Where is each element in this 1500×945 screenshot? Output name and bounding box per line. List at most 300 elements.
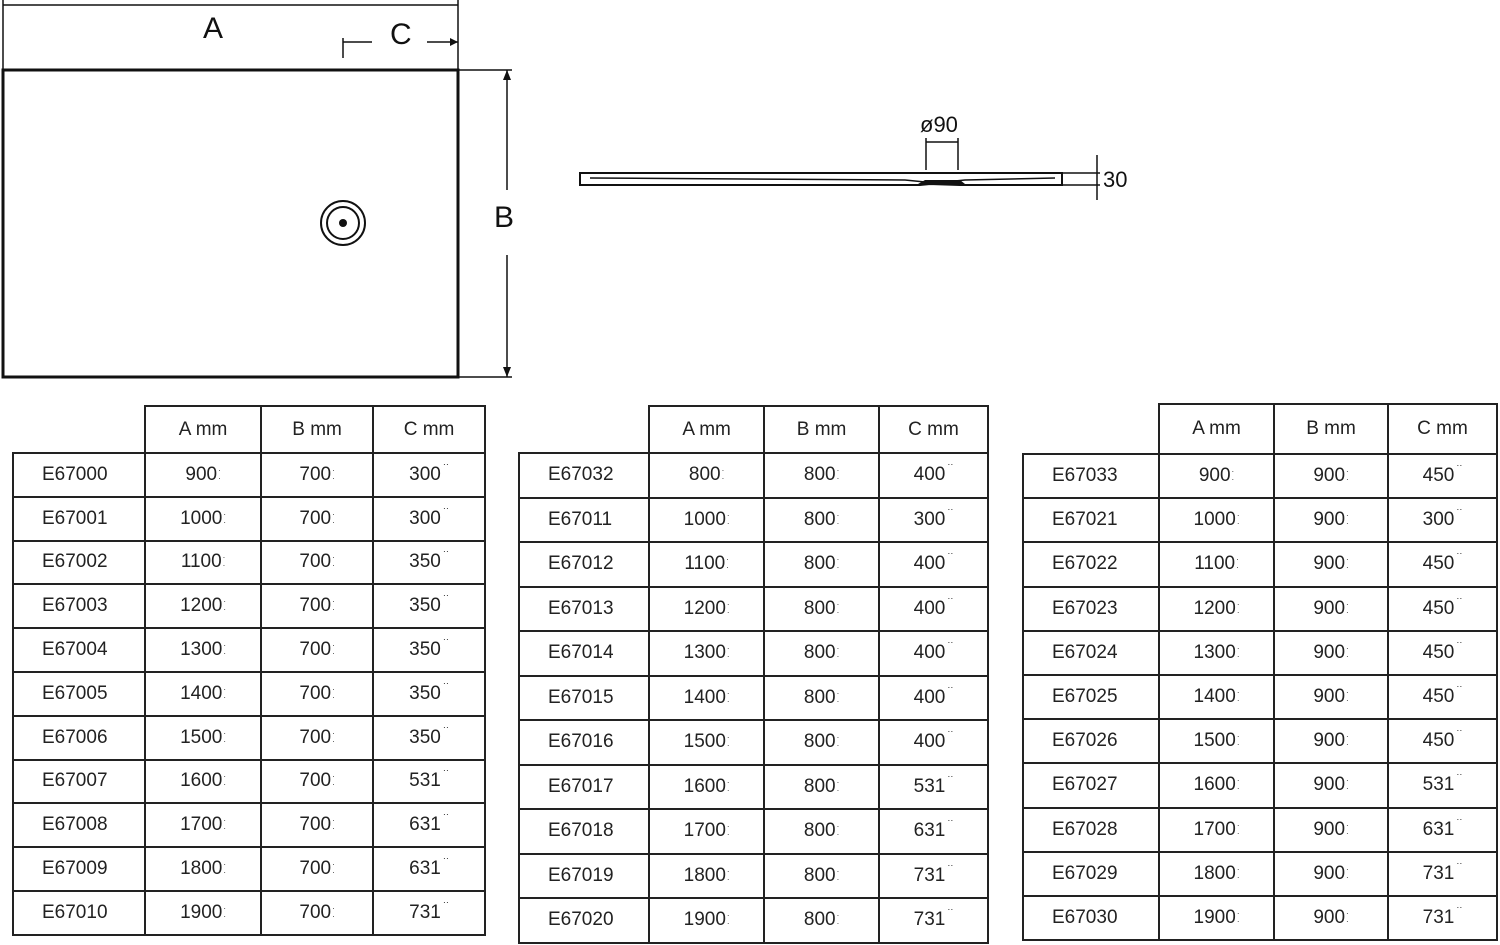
dimension-c-cell <box>1388 763 1497 807</box>
tolerance-mark: · · <box>1346 643 1349 661</box>
tolerance-mark: ·· <box>1456 592 1463 603</box>
product-code-cell-value: E67001 <box>42 507 108 529</box>
table-row <box>13 541 485 585</box>
dimension-c-cell <box>879 453 988 498</box>
product-code-cell-value: E67015 <box>548 686 614 708</box>
product-code-cell <box>13 891 145 935</box>
tolerance-mark: · · <box>836 510 840 528</box>
tolerance-mark: · · <box>726 688 730 706</box>
header-b: B mm <box>1274 404 1388 454</box>
dimension-b-cell-value: 700 <box>299 507 332 529</box>
product-code-cell <box>1023 719 1159 763</box>
dimension-b-cell-value: 900 <box>1313 686 1346 708</box>
tolerance-mark: · · <box>223 728 227 746</box>
height-label: 30 <box>1103 167 1128 192</box>
product-code-cell <box>13 628 145 672</box>
dimension-b-cell-value: 800 <box>803 686 836 708</box>
dimension-b-cell-value: 700 <box>299 858 332 880</box>
dimension-c-cell <box>373 716 485 760</box>
tolerance-mark: ·· <box>442 677 449 688</box>
dimension-b-cell <box>764 765 879 810</box>
product-code-cell <box>519 498 649 543</box>
dimension-c-cell-value: 731 <box>1422 906 1455 928</box>
dimension-b-cell <box>764 676 879 721</box>
header-c: C mm <box>1388 404 1497 454</box>
product-code-cell <box>519 631 649 676</box>
tolerance-mark: · · <box>726 555 729 573</box>
tolerance-mark: ·· <box>1456 460 1463 471</box>
dimension-a-cell <box>649 498 764 543</box>
dimension-c-cell <box>373 672 485 716</box>
dimension-a-cell-value: 1000 <box>683 508 726 530</box>
dimension-b-cell <box>764 898 879 943</box>
dimension-b-cell-value: 900 <box>1313 774 1346 796</box>
dimension-c-cell-value: 350 <box>409 595 441 617</box>
tolerance-mark: ·· <box>442 765 449 776</box>
dimension-c-cell <box>1388 719 1497 763</box>
tolerance-mark: · · <box>836 822 840 840</box>
header-a: A mm <box>145 406 261 453</box>
dimension-a-cell <box>649 854 764 899</box>
tolerance-mark: ·· <box>947 815 954 826</box>
tolerance-mark: · · <box>223 772 227 790</box>
tolerance-mark: ·· <box>442 502 449 513</box>
dimension-a-cell-value: 900 <box>1198 465 1231 487</box>
table-corner <box>13 406 145 453</box>
dimension-b-cell <box>1274 719 1388 763</box>
tolerance-mark: · · <box>1346 908 1349 926</box>
dimension-b-cell-value: 700 <box>299 726 332 748</box>
dimension-c-cell <box>1388 852 1497 896</box>
table-row <box>519 854 988 899</box>
dimension-b-cell <box>1274 631 1388 675</box>
product-code-cell <box>1023 454 1159 498</box>
tolerance-mark: · · <box>836 911 840 929</box>
drain-center <box>339 219 347 227</box>
product-code-cell-value: E67006 <box>42 726 108 748</box>
tolerance-mark: ·· <box>1456 725 1463 736</box>
dimension-a-cell-value: 900 <box>185 463 218 485</box>
dimension-c-cell-value: 400 <box>913 642 946 664</box>
dimension-a-cell <box>145 453 261 497</box>
tolerance-mark: · · <box>836 866 840 884</box>
dimension-c-cell-value: 400 <box>913 686 946 708</box>
tolerance-mark: · · <box>1236 555 1239 573</box>
tolerance-mark: ·· <box>442 634 449 645</box>
dimension-c-cell-value: 731 <box>1422 862 1455 884</box>
product-code-cell-value: E67005 <box>42 682 108 704</box>
product-code-cell-value: E67013 <box>548 597 614 619</box>
dimension-b-cell-value: 900 <box>1313 641 1346 663</box>
dimension-c-cell-value: 731 <box>409 901 441 923</box>
dimension-a-cell <box>1159 542 1274 586</box>
dimension-c-cell-value: 631 <box>409 814 441 836</box>
table-row <box>519 809 988 854</box>
dimension-a-cell <box>649 765 764 810</box>
dimension-c-cell <box>1388 498 1497 542</box>
tolerance-mark: · · <box>1346 467 1349 485</box>
spec-table-2 <box>518 405 989 944</box>
product-code-cell <box>519 676 649 721</box>
table-row <box>519 898 988 943</box>
dimension-a-cell <box>145 803 261 847</box>
dimension-a-cell <box>1159 587 1274 631</box>
dimension-b-cell-value: 900 <box>1313 862 1346 884</box>
header-c: C mm <box>373 406 485 453</box>
tolerance-mark: ·· <box>442 721 449 732</box>
dimension-a-cell-value: 1300 <box>1193 641 1236 663</box>
dimension-c-cell <box>879 765 988 810</box>
table-row <box>13 891 485 935</box>
dimension-a-cell-value: 1600 <box>1193 774 1236 796</box>
dimension-a-cell-value: 1300 <box>180 639 223 661</box>
dimension-c-cell <box>373 497 485 541</box>
tolerance-mark: · · <box>218 465 221 483</box>
tolerance-mark: · · <box>726 733 730 751</box>
dimension-b-cell-value: 800 <box>803 642 836 664</box>
dimension-b-cell-value: 700 <box>299 814 332 836</box>
tolerance-mark: · · <box>1346 555 1349 573</box>
table-row <box>13 760 485 804</box>
tolerance-mark: · · <box>1346 688 1349 706</box>
dimension-b-cell <box>764 631 879 676</box>
product-code-cell <box>1023 542 1159 586</box>
table-row <box>1023 763 1497 807</box>
dimension-a-cell <box>1159 852 1274 896</box>
dimension-b-cell-value: 800 <box>803 909 836 931</box>
product-code-cell-value: E67029 <box>1052 862 1118 884</box>
tolerance-mark: · · <box>1231 467 1235 485</box>
product-code-cell-value: E67004 <box>42 639 108 661</box>
dimension-a-cell-value: 1100 <box>684 553 726 575</box>
product-code-cell <box>1023 587 1159 631</box>
dimension-a-cell-value: 1400 <box>683 686 726 708</box>
header-b: B mm <box>261 406 373 453</box>
product-code-cell-value: E67026 <box>1052 730 1118 752</box>
table-row <box>13 716 485 760</box>
tolerance-mark: · · <box>332 684 335 702</box>
tolerance-mark: · · <box>1346 776 1349 794</box>
dimension-a-cell-value: 1200 <box>1193 597 1236 619</box>
dimension-c-cell-value: 531 <box>1422 774 1455 796</box>
table-row <box>1023 631 1497 675</box>
product-code-cell-value: E67024 <box>1052 641 1118 663</box>
dimension-c-cell-value: 450 <box>1422 641 1455 663</box>
table-row <box>13 847 485 891</box>
product-code-cell-value: E67028 <box>1052 818 1118 840</box>
dimension-b-cell <box>764 854 879 899</box>
table-row <box>1023 808 1497 852</box>
dimension-c-cell <box>373 584 485 628</box>
tolerance-mark: · · <box>1236 732 1240 750</box>
dimension-c-cell <box>373 891 485 935</box>
tolerance-mark: ·· <box>947 592 954 603</box>
product-code-cell <box>1023 852 1159 896</box>
product-code-cell <box>519 720 649 765</box>
tolerance-mark: · · <box>332 816 335 834</box>
dimension-c-cell <box>1388 631 1497 675</box>
dimension-a-cell-value: 1900 <box>1193 906 1236 928</box>
dimension-c-cell <box>373 847 485 891</box>
product-code-cell <box>519 453 649 498</box>
table-row <box>13 672 485 716</box>
tolerance-mark: · · <box>332 597 335 615</box>
dimension-c-cell-value: 631 <box>1422 818 1455 840</box>
tolerance-mark: · · <box>836 644 840 662</box>
product-code-cell <box>13 760 145 804</box>
product-code-cell-value: E67012 <box>548 553 614 575</box>
dimension-c-cell <box>879 676 988 721</box>
dimension-a-cell <box>1159 631 1274 675</box>
dimension-c-label: C <box>390 18 412 51</box>
product-code-cell-value: E67025 <box>1052 686 1118 708</box>
tolerance-mark: ·· <box>947 681 954 692</box>
tolerance-mark: · · <box>1346 820 1349 838</box>
product-code-cell <box>519 898 649 943</box>
dimension-c-cell-value: 450 <box>1422 686 1455 708</box>
tolerance-mark: · · <box>836 555 840 573</box>
dimension-b-cell <box>1274 808 1388 852</box>
dimension-a-cell-value: 1800 <box>1193 862 1236 884</box>
product-code-cell-value: E67033 <box>1052 465 1118 487</box>
tolerance-mark: · · <box>726 866 730 884</box>
dimension-c-cell <box>879 898 988 943</box>
table-row <box>13 628 485 672</box>
dimension-a-cell <box>649 453 764 498</box>
product-code-cell-value: E67009 <box>42 858 108 880</box>
tolerance-mark: · · <box>332 641 335 659</box>
table-row <box>1023 719 1497 763</box>
table-row <box>13 803 485 847</box>
dimension-c-cell <box>373 541 485 585</box>
table-row <box>519 453 988 498</box>
product-code-cell-value: E67023 <box>1052 597 1118 619</box>
spec-table-1 <box>12 405 486 936</box>
dimension-a-cell <box>649 676 764 721</box>
product-code-cell <box>1023 675 1159 719</box>
product-code-cell <box>13 541 145 585</box>
dimension-a-cell <box>145 584 261 628</box>
dimension-b-cell <box>261 453 373 497</box>
dimension-b-cell <box>1274 675 1388 719</box>
tolerance-mark: · · <box>836 466 840 484</box>
tolerance-mark: · · <box>836 777 840 795</box>
dimension-b-cell-value: 900 <box>1313 818 1346 840</box>
table-row <box>519 765 988 810</box>
dimension-a-cell-value: 1800 <box>180 858 223 880</box>
tolerance-mark: · · <box>1236 643 1240 661</box>
header-b: B mm <box>764 406 879 453</box>
product-code-cell-value: E67016 <box>548 731 614 753</box>
dimension-a-cell-value: 1300 <box>683 642 726 664</box>
dimension-b-cell <box>261 628 373 672</box>
dimension-b-cell-value: 800 <box>803 553 836 575</box>
dimension-c-cell <box>879 854 988 899</box>
dimension-b-cell-value: 800 <box>803 731 836 753</box>
dimension-c-cell-value: 631 <box>913 820 946 842</box>
dimension-a-cell <box>145 760 261 804</box>
tolerance-mark: · · <box>223 597 227 615</box>
dimension-c-cell <box>373 760 485 804</box>
table-row <box>519 631 988 676</box>
tolerance-mark: · · <box>726 822 730 840</box>
tolerance-mark: · · <box>836 688 840 706</box>
dimension-c-cell <box>879 809 988 854</box>
product-code-cell <box>519 587 649 632</box>
tolerance-mark: · · <box>223 509 227 527</box>
product-code-cell <box>519 809 649 854</box>
product-code-cell-value: E67008 <box>42 814 108 836</box>
product-code-cell-value: E67021 <box>1052 509 1118 531</box>
product-code-cell-value: E67007 <box>42 770 108 792</box>
dimension-a-cell-value: 1100 <box>180 551 222 573</box>
dimension-a-cell <box>1159 454 1274 498</box>
tolerance-mark: · · <box>1346 599 1349 617</box>
dimension-a-cell-value: 1900 <box>683 909 726 931</box>
dimension-a-cell <box>1159 498 1274 542</box>
header-a: A mm <box>649 406 764 453</box>
dimension-a-cell <box>649 631 764 676</box>
table-corner <box>1023 404 1159 454</box>
dimension-b-cell-value: 800 <box>803 864 836 886</box>
dimension-c-cell <box>879 542 988 587</box>
dimension-c-cell-value: 400 <box>913 597 946 619</box>
dimension-a-cell <box>1159 763 1274 807</box>
dimension-a-cell-value: 1400 <box>1193 686 1236 708</box>
table-row <box>13 584 485 628</box>
product-code-cell <box>519 542 649 587</box>
tolerance-mark: · · <box>223 641 227 659</box>
dimension-c-cell-value: 350 <box>409 639 441 661</box>
dimension-a-cell-value: 1500 <box>180 726 223 748</box>
product-code-cell <box>519 854 649 899</box>
product-code-cell <box>13 716 145 760</box>
dimension-b-arrowhead-bottom <box>503 367 511 377</box>
dimension-c-cell <box>1388 542 1497 586</box>
dimension-a-cell <box>649 720 764 765</box>
table-row <box>519 542 988 587</box>
product-code-cell <box>13 847 145 891</box>
spec-table-3 <box>1022 403 1498 941</box>
dimension-b-cell <box>1274 454 1388 498</box>
product-code-cell-value: E67030 <box>1052 906 1118 928</box>
drain-diameter-label: ø90 <box>920 112 958 137</box>
tolerance-mark: ·· <box>442 853 449 864</box>
product-code-cell <box>13 672 145 716</box>
dimension-a-cell <box>649 898 764 943</box>
tolerance-mark: · · <box>1236 599 1240 617</box>
product-code-cell <box>1023 631 1159 675</box>
dimension-b-cell <box>764 498 879 543</box>
dimension-b-cell-value: 900 <box>1313 906 1346 928</box>
dimension-c-cell <box>879 498 988 543</box>
tolerance-mark: ·· <box>947 637 954 648</box>
dimension-c-cell-value: 400 <box>913 731 946 753</box>
table-row <box>519 498 988 543</box>
table-row <box>13 497 485 541</box>
dimension-c-cell <box>1388 896 1497 940</box>
dimension-b-cell-value: 800 <box>803 508 836 530</box>
tolerance-mark: · · <box>836 599 840 617</box>
tolerance-mark: · · <box>1236 820 1240 838</box>
dimension-b-cell <box>1274 763 1388 807</box>
dimension-c-cell-value: 300 <box>409 507 441 529</box>
dimension-c-cell-value: 531 <box>913 775 946 797</box>
tolerance-mark: · · <box>332 772 335 790</box>
tolerance-mark: · · <box>223 860 227 878</box>
tolerance-mark: · · <box>332 465 335 483</box>
dimension-c-cell-value: 400 <box>913 464 946 486</box>
tolerance-mark: ·· <box>1456 901 1463 912</box>
dimension-b-cell <box>764 587 879 632</box>
table-row <box>1023 498 1497 542</box>
dimension-c-cell-value: 450 <box>1422 597 1455 619</box>
dimension-a-cell <box>649 542 764 587</box>
tolerance-mark: ·· <box>947 459 954 470</box>
table-row <box>519 676 988 721</box>
product-code-cell-value: E67022 <box>1052 553 1118 575</box>
tolerance-mark: ·· <box>442 546 449 557</box>
tolerance-mark: · · <box>726 510 730 528</box>
dimension-b-arrowhead-top <box>503 70 511 80</box>
tolerance-mark: · · <box>1236 776 1240 794</box>
dimension-c-cell-value: 300 <box>913 508 946 530</box>
tolerance-mark: ·· <box>1456 857 1463 868</box>
dimension-a-cell <box>1159 896 1274 940</box>
tolerance-mark: · · <box>726 644 730 662</box>
product-code-cell-value: E67017 <box>548 775 614 797</box>
tolerance-mark: ·· <box>1456 548 1463 559</box>
tolerance-mark: · · <box>332 728 335 746</box>
product-code-cell-value: E67018 <box>548 820 614 842</box>
dimension-c-cell <box>879 720 988 765</box>
dimension-a-cell-value: 1800 <box>683 864 726 886</box>
table-row <box>1023 542 1497 586</box>
tolerance-mark: ·· <box>1456 681 1463 692</box>
product-code-cell-value: E67019 <box>548 864 614 886</box>
dimension-b-cell-value: 900 <box>1313 730 1346 752</box>
product-code-cell-value: E67000 <box>42 463 108 485</box>
product-code-cell-value: E67020 <box>548 909 614 931</box>
table-row <box>1023 587 1497 631</box>
dimension-b-cell <box>764 809 879 854</box>
tolerance-mark: · · <box>332 553 335 571</box>
dimension-a-cell <box>145 628 261 672</box>
tolerance-mark: · · <box>223 903 227 921</box>
dimension-a-label: A <box>203 12 224 45</box>
tolerance-mark: · · <box>1236 511 1240 529</box>
product-code-cell <box>13 803 145 847</box>
product-code-cell-value: E67027 <box>1052 774 1118 796</box>
dimension-c-cell <box>373 803 485 847</box>
tolerance-mark: ·· <box>947 770 954 781</box>
dimension-b-cell <box>261 803 373 847</box>
dimension-c-cell <box>373 628 485 672</box>
dimension-b-cell-value: 700 <box>299 682 332 704</box>
product-code-cell <box>13 453 145 497</box>
dimension-a-cell-value: 800 <box>688 464 721 486</box>
tolerance-mark: ·· <box>442 590 449 601</box>
tolerance-mark: · · <box>726 599 730 617</box>
dimension-b-cell <box>1274 896 1388 940</box>
dimension-c-cell <box>1388 808 1497 852</box>
dimension-b-cell <box>261 584 373 628</box>
tolerance-mark: ·· <box>947 904 954 915</box>
dimension-a-cell-value: 1100 <box>1194 553 1236 575</box>
tolerance-mark: ·· <box>1456 769 1463 780</box>
tolerance-mark: · · <box>836 733 840 751</box>
dimension-c-cell <box>879 587 988 632</box>
